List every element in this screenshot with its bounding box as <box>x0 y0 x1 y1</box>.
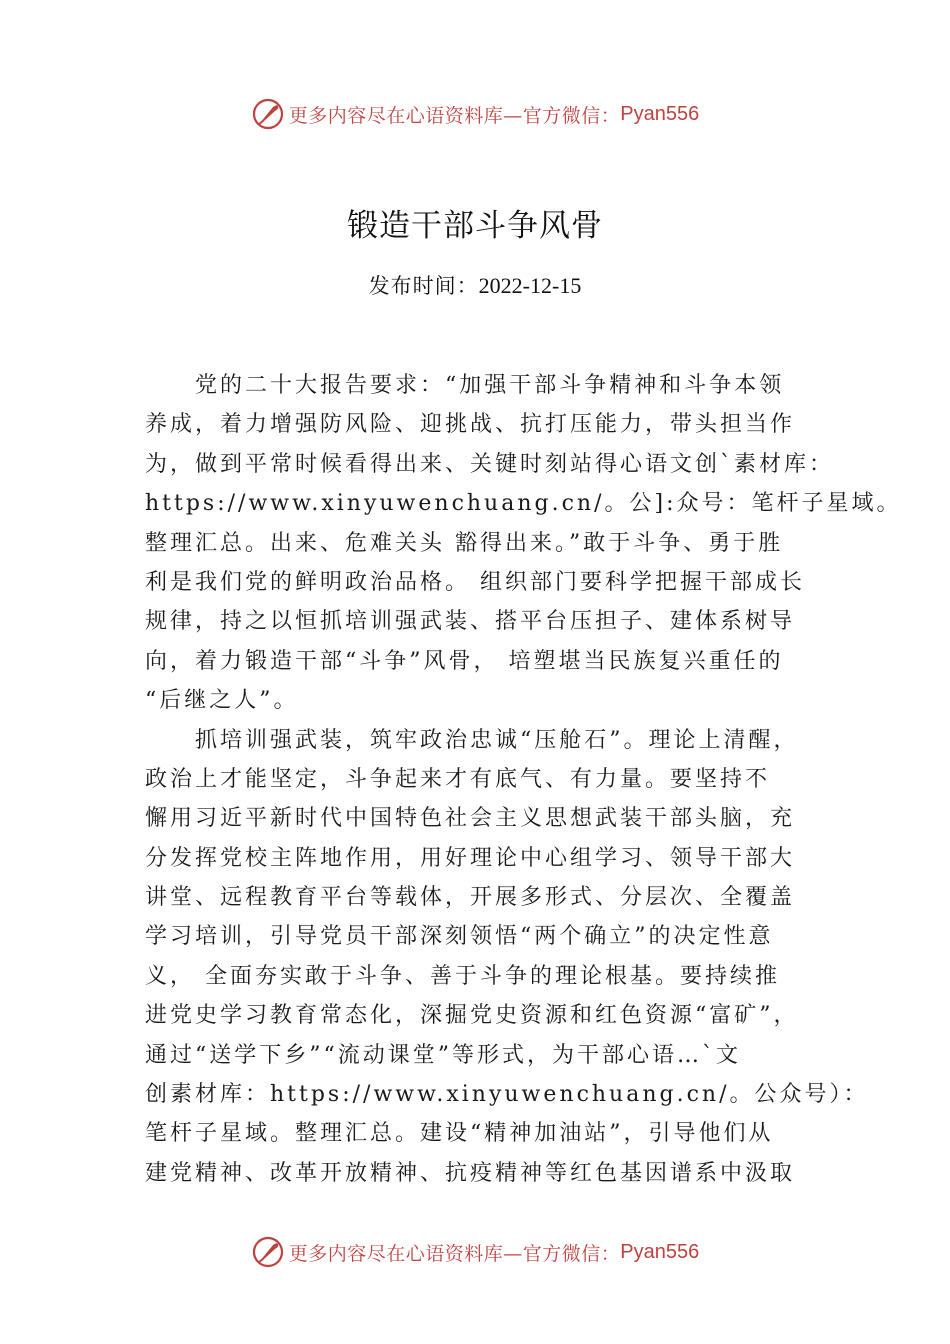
footer-banner <box>0 1232 950 1272</box>
body-line: 抓培训强武装，筑牢政治忠诚“压舱石”。理论上清醒， <box>145 727 799 753</box>
banner-wechat-id: Pyan556 <box>620 102 700 125</box>
banner-text: 更多内容尽在心语资料库—官方微信： <box>288 1242 621 1265</box>
body-line: 建党精神、改革开放精神、抗疫精神等红色基因谱系中汲取 <box>145 1160 796 1186</box>
quill-logo-icon <box>251 1235 285 1269</box>
body-line: “后继之人”。 <box>145 688 299 714</box>
article-title: 锻造干部斗争风骨 <box>347 208 603 244</box>
body-line: 向，着力锻造干部“斗争”风骨， 培塑堪当民族复兴重任的 <box>145 648 784 674</box>
publish-date <box>0 270 950 300</box>
publish-date-value: 2022-12-15 <box>478 273 582 298</box>
body-line: 学习培训，引导党员干部深刻领悟“两个确立”的决定性意 <box>145 924 774 950</box>
body-line: 笔杆子星域。整理汇总。建设“精神加油站”，引导他们从 <box>145 1121 774 1147</box>
body-line: 义， 全面夯实敢于斗争、善于斗争的理论根基。要持续推 <box>145 963 780 989</box>
body-line: 通过“送学下乡”“流动课堂”等形式，为干部心语…`文 <box>145 1042 741 1068</box>
article-body <box>145 366 902 1193</box>
body-line: 懈用习近平新时代中国特色社会主义思想武装干部头脑，充 <box>145 806 796 832</box>
body-line: 进党史学习教育常态化，深掘党史资源和红色资源“富矿”， <box>145 1003 799 1029</box>
body-line: https://www.xinyuwenchuang.cn/。公]:众号：笔杆子星域。 <box>145 491 902 517</box>
banner-text: 更多内容尽在心语资料库—官方微信： <box>288 104 621 127</box>
body-line: 养成，着力增强防风险、迎挑战、抗打压能力，带头担当作 <box>145 412 796 438</box>
body-line: 规律，持之以恒抓培训强武装、搭平台压担子、建体系树导 <box>145 609 796 635</box>
banner-wechat-id: Pyan556 <box>620 1240 700 1263</box>
body-line: 利是我们党的鲜明政治品格。 组织部门要科学把握干部成长 <box>145 569 805 595</box>
body-line: 分发挥党校主阵地作用，用好理论中心组学习、领导干部大 <box>145 845 796 871</box>
publish-date-label: 发布时间： <box>368 274 479 298</box>
body-line: 党的二十大报告要求：“加强干部斗争精神和斗争本领 <box>145 373 785 398</box>
body-line: 讲堂、远程教育平台等载体，开展多形式、分层次、全覆盖 <box>145 885 796 911</box>
body-line: 政治上才能坚定，斗争起来才有底气、有力量。要坚持不 <box>145 766 771 792</box>
body-line: 创素材库：https://www.xinyuwenchuang.cn/。公众号）： <box>145 1082 869 1108</box>
quill-logo-icon <box>251 97 285 131</box>
body-line: 为，做到平常时候看得出来、关键时刻站得心语文创`素材库： <box>145 451 835 477</box>
header-banner <box>0 94 950 134</box>
body-line: 整理汇总。出来、危难关头 豁得出来。”敢于斗争、勇于胜 <box>145 530 784 556</box>
